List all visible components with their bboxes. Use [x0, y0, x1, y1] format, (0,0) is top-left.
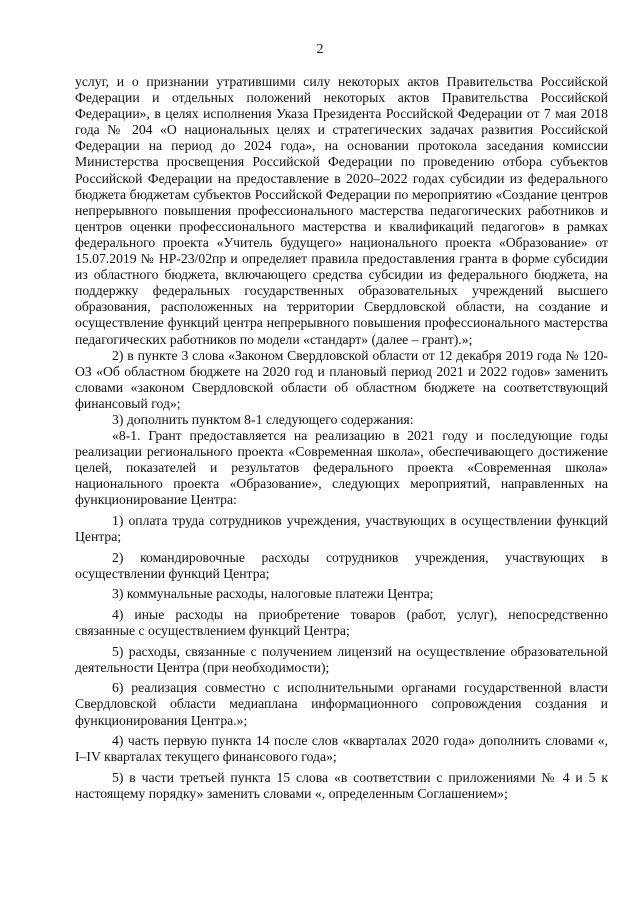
list-item-4: 4) иные расходы на приобретение товаров (работ, услуг), непосредственно связанные с осуществлением функций Центра; — [75, 607, 608, 639]
paragraph-item-5-amendment: 5) в части третьей пункта 15 слова «в соответствии с приложениями № 4 и 5 к настоящему порядку» заменить словами «, определенным Соглашением»; — [75, 769, 608, 801]
paragraph-intro-continuation: услуг, и о признании утратившими силу некоторых актов Правительства Российской Федерации и отдельных положений некоторых актов Правительства Российской Федерации», в целях исполнения Указа Президента Российской Федерации от 7 мая 2018 года № 204 «О национальных целях и стратегических задачах развития Российской Федерации на период до 2024 года», на основании протокола заседания комиссии Министерства просвещения Российской Федерации по проведению отбора субъектов Российской Федерации на предоставление в 2020–2022 годах субсидии из федерального бюджета бюджетам субъектов Российской Федерации по мероприятию «Создание центров непрерывного повышения профессионального мастерства педагогических работников и центров оценки профессионального мастерства и квалификаций педагогов» в рамках федерального проекта «Учитель будущего» национального проекта «Образование» от 15.07.2019 № НР-23/02пр и определяет правила предоставления гранта в форме субсидии из областного бюджета, включающего средства субсидии из федерального бюджета, на поддержку федеральных государственных образовательных учреждений высшего образования, расположенных на территории Свердловской области, на создание и осуществление функций центра непрерывного повышения профессионального мастерства педагогических работников по модели «стандарт» (далее – грант).»; — [75, 74, 608, 347]
list-item-2: 2) командировочные расходы сотрудников учреждения, участвующих в осуществлении функций Центра; — [75, 549, 608, 581]
list-item-1: 1) оплата труда сотрудников учреждения, участвующих в осуществлении функций Центра; — [75, 513, 608, 545]
list-item-3: 3) коммунальные расходы, налоговые платежи Центра; — [112, 586, 434, 602]
paragraph-item-3: 3) дополнить пунктом 8-1 следующего содержания: — [112, 411, 414, 427]
page-number: 2 — [316, 42, 324, 57]
list-item-5: 5) расходы, связанные с получением лицензий на осуществление образовательной деятельности Центра (при необходимости); — [75, 643, 608, 675]
paragraph-item-2: 2) в пункте 3 слова «Законом Свердловской области от 12 декабря 2019 года № 120-ОЗ «Об областном бюджете на 2020 год и плановый период 2021 и 2022 годов» заменить словами «законом Свердловской области об областном бюджете на соответствующий финансовый год»; — [75, 347, 608, 411]
list-item-6: 6) реализация совместно с исполнительными органами государственной власти Свердловской области медиаплана информационного сопровождения создания и функционирования Центра.»; — [75, 680, 608, 728]
document-body — [75, 74, 608, 802]
paragraph-item-4-amendment: 4) часть первую пункта 14 после слов «кварталах 2020 года» дополнить словами «, I–IV кварталах текущего финансового года»; — [75, 733, 608, 765]
paragraph-clause-8-1: «8-1. Грант предоставляется на реализацию в 2021 году и последующие годы реализации регионального проекта «Современная школа», обеспечивающего достижение целей, показателей и результатов федерального проекта «Современная школа» национального проекта «Образование», следующих мероприятий, направленных на функционирование Центра: — [75, 428, 608, 508]
